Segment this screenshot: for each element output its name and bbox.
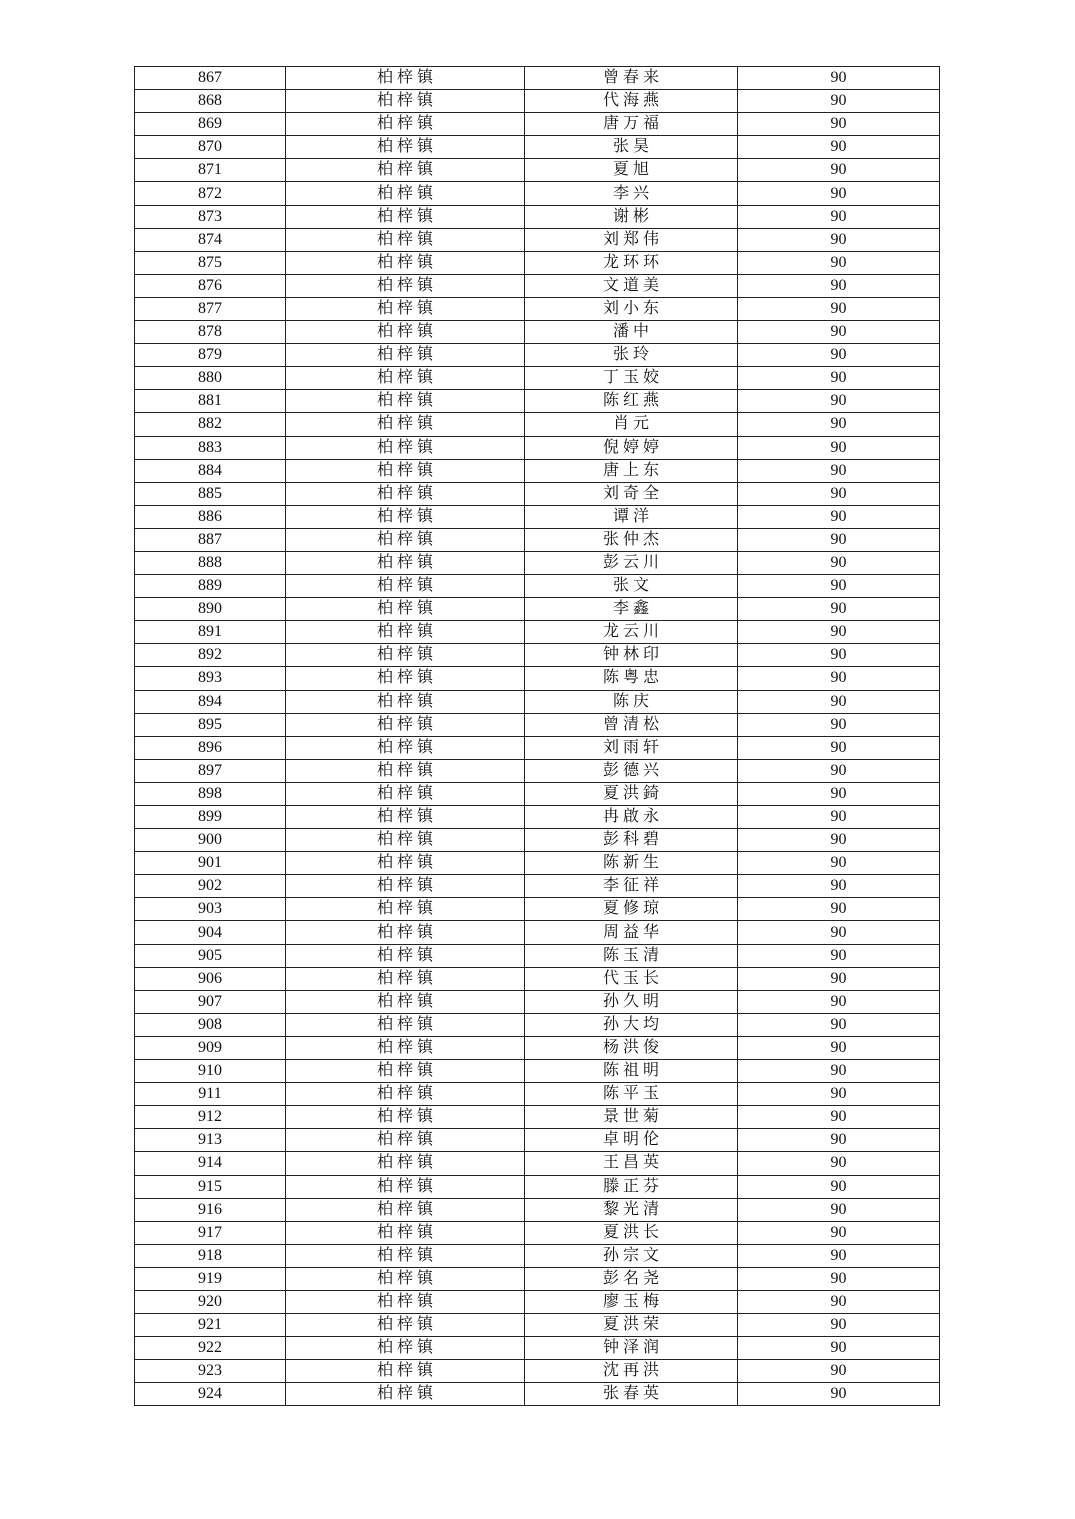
score-cell: 90: [738, 1383, 940, 1406]
table-row: [135, 1290, 940, 1313]
town-cell: 柏梓镇: [286, 274, 525, 297]
score-cell: 90: [738, 829, 940, 852]
name-cell: 龙云川: [525, 621, 738, 644]
name-cell: 杨洪俊: [525, 1036, 738, 1059]
town-cell: 柏梓镇: [286, 921, 525, 944]
name-cell: 李兴: [525, 182, 738, 205]
row-number: 885: [135, 482, 286, 505]
table-row: [135, 436, 940, 459]
town-cell: 柏梓镇: [286, 459, 525, 482]
table-row: [135, 205, 940, 228]
town-cell: 柏梓镇: [286, 413, 525, 436]
table-row: [135, 575, 940, 598]
table-row: [135, 690, 940, 713]
table-row: [135, 1337, 940, 1360]
town-cell: 柏梓镇: [286, 321, 525, 344]
score-cell: 90: [738, 782, 940, 805]
table-row: [135, 1106, 940, 1129]
score-cell: 90: [738, 875, 940, 898]
name-cell: 夏修琼: [525, 898, 738, 921]
score-cell: 90: [738, 1198, 940, 1221]
table-row: [135, 667, 940, 690]
town-cell: 柏梓镇: [286, 297, 525, 320]
score-cell: 90: [738, 967, 940, 990]
town-cell: 柏梓镇: [286, 205, 525, 228]
score-cell: 90: [738, 136, 940, 159]
name-cell: 代海燕: [525, 90, 738, 113]
name-cell: 滕正芬: [525, 1175, 738, 1198]
row-number: 907: [135, 990, 286, 1013]
table-row: [135, 367, 940, 390]
score-cell: 90: [738, 921, 940, 944]
name-cell: 刘小东: [525, 297, 738, 320]
name-cell: 钟林印: [525, 644, 738, 667]
name-cell: 张春英: [525, 1383, 738, 1406]
score-cell: 90: [738, 806, 940, 829]
town-cell: 柏梓镇: [286, 667, 525, 690]
town-cell: 柏梓镇: [286, 482, 525, 505]
score-cell: 90: [738, 621, 940, 644]
table-row: [135, 274, 940, 297]
name-cell: 刘雨轩: [525, 736, 738, 759]
score-cell: 90: [738, 1244, 940, 1267]
town-cell: 柏梓镇: [286, 990, 525, 1013]
row-number: 892: [135, 644, 286, 667]
row-number: 915: [135, 1175, 286, 1198]
table-row: [135, 1221, 940, 1244]
town-cell: 柏梓镇: [286, 159, 525, 182]
row-number: 918: [135, 1244, 286, 1267]
town-cell: 柏梓镇: [286, 829, 525, 852]
row-number: 902: [135, 875, 286, 898]
town-cell: 柏梓镇: [286, 575, 525, 598]
row-number: 919: [135, 1267, 286, 1290]
row-number: 906: [135, 967, 286, 990]
table-row: [135, 1152, 940, 1175]
row-number: 911: [135, 1083, 286, 1106]
table-row: [135, 113, 940, 136]
score-cell: 90: [738, 528, 940, 551]
town-cell: 柏梓镇: [286, 1383, 525, 1406]
row-number: 896: [135, 736, 286, 759]
town-cell: 柏梓镇: [286, 898, 525, 921]
name-cell: 张玲: [525, 344, 738, 367]
name-cell: 周益华: [525, 921, 738, 944]
score-cell: 90: [738, 113, 940, 136]
name-cell: 景世菊: [525, 1106, 738, 1129]
score-cell: 90: [738, 367, 940, 390]
row-number: 899: [135, 806, 286, 829]
town-cell: 柏梓镇: [286, 875, 525, 898]
town-cell: 柏梓镇: [286, 228, 525, 251]
row-number: 889: [135, 575, 286, 598]
row-number: 913: [135, 1129, 286, 1152]
name-cell: 沈再洪: [525, 1360, 738, 1383]
name-cell: 李鑫: [525, 598, 738, 621]
table-row: [135, 528, 940, 551]
name-cell: 倪婷婷: [525, 436, 738, 459]
table-row: [135, 297, 940, 320]
town-cell: 柏梓镇: [286, 344, 525, 367]
row-number: 871: [135, 159, 286, 182]
score-cell: 90: [738, 321, 940, 344]
row-number: 890: [135, 598, 286, 621]
town-cell: 柏梓镇: [286, 1221, 525, 1244]
table-row: [135, 390, 940, 413]
score-cell: 90: [738, 205, 940, 228]
score-cell: 90: [738, 436, 940, 459]
row-number: 881: [135, 390, 286, 413]
row-number: 868: [135, 90, 286, 113]
town-cell: 柏梓镇: [286, 551, 525, 574]
table-row: [135, 482, 940, 505]
name-cell: 冉啟永: [525, 806, 738, 829]
score-cell: 90: [738, 344, 940, 367]
name-cell: 丁玉姣: [525, 367, 738, 390]
table-row: [135, 1129, 940, 1152]
table-row: [135, 806, 940, 829]
town-cell: 柏梓镇: [286, 1314, 525, 1337]
table-row: [135, 182, 940, 205]
table-row: [135, 1383, 940, 1406]
row-number: 900: [135, 829, 286, 852]
name-cell: 刘郑伟: [525, 228, 738, 251]
name-cell: 张昊: [525, 136, 738, 159]
row-number: 876: [135, 274, 286, 297]
town-cell: 柏梓镇: [286, 505, 525, 528]
town-cell: 柏梓镇: [286, 1036, 525, 1059]
table-row: [135, 598, 940, 621]
table-row: [135, 228, 940, 251]
row-number: 870: [135, 136, 286, 159]
town-cell: 柏梓镇: [286, 1337, 525, 1360]
name-cell: 陈红燕: [525, 390, 738, 413]
table-row: [135, 921, 940, 944]
score-cell: 90: [738, 274, 940, 297]
name-cell: 陈庆: [525, 690, 738, 713]
table-row: [135, 67, 940, 90]
name-cell: 廖玉梅: [525, 1290, 738, 1313]
name-cell: 曾清松: [525, 713, 738, 736]
name-cell: 黎光清: [525, 1198, 738, 1221]
table-row: [135, 967, 940, 990]
row-number: 914: [135, 1152, 286, 1175]
row-number: 867: [135, 67, 286, 90]
table-row: [135, 1360, 940, 1383]
table-row: [135, 713, 940, 736]
town-cell: 柏梓镇: [286, 644, 525, 667]
table-row: [135, 1083, 940, 1106]
score-cell: 90: [738, 482, 940, 505]
name-cell: 潘中: [525, 321, 738, 344]
row-number: 883: [135, 436, 286, 459]
score-cell: 90: [738, 413, 940, 436]
table-row: [135, 644, 940, 667]
name-cell: 夏洪长: [525, 1221, 738, 1244]
row-number: 908: [135, 1013, 286, 1036]
row-number: 921: [135, 1314, 286, 1337]
name-cell: 王昌英: [525, 1152, 738, 1175]
row-number: 909: [135, 1036, 286, 1059]
score-cell: 90: [738, 1314, 940, 1337]
row-number: 901: [135, 852, 286, 875]
table-row: [135, 1036, 940, 1059]
name-cell: 代玉长: [525, 967, 738, 990]
score-cell: 90: [738, 67, 940, 90]
row-number: 884: [135, 459, 286, 482]
score-cell: 90: [738, 759, 940, 782]
name-cell: 彭云川: [525, 551, 738, 574]
score-cell: 90: [738, 852, 940, 875]
table-row: [135, 505, 940, 528]
row-number: 910: [135, 1060, 286, 1083]
row-number: 887: [135, 528, 286, 551]
score-cell: 90: [738, 1013, 940, 1036]
name-cell: 刘奇全: [525, 482, 738, 505]
name-cell: 曾春来: [525, 67, 738, 90]
name-cell: 彭名尧: [525, 1267, 738, 1290]
row-number: 917: [135, 1221, 286, 1244]
name-cell: 夏洪荣: [525, 1314, 738, 1337]
table-row: [135, 990, 940, 1013]
row-number: 879: [135, 344, 286, 367]
score-cell: 90: [738, 90, 940, 113]
name-cell: 夏洪錡: [525, 782, 738, 805]
score-cell: 90: [738, 644, 940, 667]
town-cell: 柏梓镇: [286, 1129, 525, 1152]
name-cell: 钟泽润: [525, 1337, 738, 1360]
town-cell: 柏梓镇: [286, 736, 525, 759]
score-cell: 90: [738, 505, 940, 528]
town-cell: 柏梓镇: [286, 1198, 525, 1221]
town-cell: 柏梓镇: [286, 182, 525, 205]
table-row: [135, 782, 940, 805]
town-cell: 柏梓镇: [286, 806, 525, 829]
score-cell: 90: [738, 1175, 940, 1198]
town-cell: 柏梓镇: [286, 1152, 525, 1175]
town-cell: 柏梓镇: [286, 1106, 525, 1129]
town-cell: 柏梓镇: [286, 1083, 525, 1106]
roster-table-body: [135, 67, 940, 1406]
row-number: 897: [135, 759, 286, 782]
score-cell: 90: [738, 898, 940, 921]
score-cell: 90: [738, 251, 940, 274]
row-number: 898: [135, 782, 286, 805]
score-cell: 90: [738, 690, 940, 713]
row-number: 895: [135, 713, 286, 736]
row-number: 904: [135, 921, 286, 944]
table-row: [135, 1244, 940, 1267]
table-row: [135, 321, 940, 344]
town-cell: 柏梓镇: [286, 90, 525, 113]
name-cell: 彭科碧: [525, 829, 738, 852]
town-cell: 柏梓镇: [286, 528, 525, 551]
town-cell: 柏梓镇: [286, 759, 525, 782]
town-cell: 柏梓镇: [286, 621, 525, 644]
row-number: 922: [135, 1337, 286, 1360]
row-number: 905: [135, 944, 286, 967]
table-row: [135, 551, 940, 574]
row-number: 888: [135, 551, 286, 574]
row-number: 923: [135, 1360, 286, 1383]
name-cell: 孙久明: [525, 990, 738, 1013]
row-number: 878: [135, 321, 286, 344]
score-cell: 90: [738, 944, 940, 967]
town-cell: 柏梓镇: [286, 136, 525, 159]
town-cell: 柏梓镇: [286, 713, 525, 736]
table-row: [135, 344, 940, 367]
row-number: 873: [135, 205, 286, 228]
score-cell: 90: [738, 551, 940, 574]
name-cell: 张仲杰: [525, 528, 738, 551]
row-number: 891: [135, 621, 286, 644]
table-row: [135, 852, 940, 875]
table-row: [135, 251, 940, 274]
score-cell: 90: [738, 667, 940, 690]
name-cell: 谭洋: [525, 505, 738, 528]
town-cell: 柏梓镇: [286, 1175, 525, 1198]
score-cell: 90: [738, 736, 940, 759]
row-number: 872: [135, 182, 286, 205]
town-cell: 柏梓镇: [286, 67, 525, 90]
town-cell: 柏梓镇: [286, 1013, 525, 1036]
score-cell: 90: [738, 1221, 940, 1244]
name-cell: 夏旭: [525, 159, 738, 182]
table-row: [135, 1060, 940, 1083]
town-cell: 柏梓镇: [286, 436, 525, 459]
name-cell: 孙大均: [525, 1013, 738, 1036]
row-number: 924: [135, 1383, 286, 1406]
name-cell: 唐上东: [525, 459, 738, 482]
town-cell: 柏梓镇: [286, 251, 525, 274]
table-row: [135, 1175, 940, 1198]
score-cell: 90: [738, 1106, 940, 1129]
table-row: [135, 90, 940, 113]
table-row: [135, 1013, 940, 1036]
score-cell: 90: [738, 990, 940, 1013]
score-cell: 90: [738, 598, 940, 621]
table-row: [135, 459, 940, 482]
name-cell: 陈新生: [525, 852, 738, 875]
town-cell: 柏梓镇: [286, 598, 525, 621]
name-cell: 李征祥: [525, 875, 738, 898]
row-number: 903: [135, 898, 286, 921]
row-number: 877: [135, 297, 286, 320]
town-cell: 柏梓镇: [286, 944, 525, 967]
score-cell: 90: [738, 575, 940, 598]
name-cell: 陈玉清: [525, 944, 738, 967]
town-cell: 柏梓镇: [286, 113, 525, 136]
name-cell: 肖元: [525, 413, 738, 436]
score-cell: 90: [738, 459, 940, 482]
row-number: 894: [135, 690, 286, 713]
town-cell: 柏梓镇: [286, 1060, 525, 1083]
table-row: [135, 1267, 940, 1290]
town-cell: 柏梓镇: [286, 852, 525, 875]
table-row: [135, 875, 940, 898]
table-row: [135, 759, 940, 782]
table-row: [135, 621, 940, 644]
name-cell: 孙宗文: [525, 1244, 738, 1267]
town-cell: 柏梓镇: [286, 967, 525, 990]
score-cell: 90: [738, 1083, 940, 1106]
table-row: [135, 736, 940, 759]
roster-table: [134, 66, 940, 1406]
row-number: 882: [135, 413, 286, 436]
table-row: [135, 944, 940, 967]
table-row: [135, 413, 940, 436]
score-cell: 90: [738, 297, 940, 320]
table-row: [135, 1198, 940, 1221]
name-cell: 谢彬: [525, 205, 738, 228]
name-cell: 张文: [525, 575, 738, 598]
score-cell: 90: [738, 390, 940, 413]
town-cell: 柏梓镇: [286, 690, 525, 713]
town-cell: 柏梓镇: [286, 367, 525, 390]
table-row: [135, 898, 940, 921]
row-number: 916: [135, 1198, 286, 1221]
town-cell: 柏梓镇: [286, 1360, 525, 1383]
name-cell: 陈祖明: [525, 1060, 738, 1083]
name-cell: 陈平玉: [525, 1083, 738, 1106]
row-number: 869: [135, 113, 286, 136]
town-cell: 柏梓镇: [286, 782, 525, 805]
town-cell: 柏梓镇: [286, 1290, 525, 1313]
score-cell: 90: [738, 1267, 940, 1290]
name-cell: 陈粤忠: [525, 667, 738, 690]
score-cell: 90: [738, 1036, 940, 1059]
table-row: [135, 159, 940, 182]
score-cell: 90: [738, 1360, 940, 1383]
score-cell: 90: [738, 1060, 940, 1083]
row-number: 874: [135, 228, 286, 251]
row-number: 880: [135, 367, 286, 390]
table-row: [135, 1314, 940, 1337]
score-cell: 90: [738, 182, 940, 205]
row-number: 886: [135, 505, 286, 528]
name-cell: 文道美: [525, 274, 738, 297]
name-cell: 龙环环: [525, 251, 738, 274]
town-cell: 柏梓镇: [286, 390, 525, 413]
row-number: 912: [135, 1106, 286, 1129]
score-cell: 90: [738, 1152, 940, 1175]
row-number: 920: [135, 1290, 286, 1313]
table-row: [135, 136, 940, 159]
town-cell: 柏梓镇: [286, 1244, 525, 1267]
score-cell: 90: [738, 1290, 940, 1313]
score-cell: 90: [738, 1129, 940, 1152]
row-number: 893: [135, 667, 286, 690]
score-cell: 90: [738, 713, 940, 736]
score-cell: 90: [738, 1337, 940, 1360]
name-cell: 唐万福: [525, 113, 738, 136]
score-cell: 90: [738, 159, 940, 182]
town-cell: 柏梓镇: [286, 1267, 525, 1290]
table-row: [135, 829, 940, 852]
score-cell: 90: [738, 228, 940, 251]
name-cell: 卓明伦: [525, 1129, 738, 1152]
row-number: 875: [135, 251, 286, 274]
name-cell: 彭德兴: [525, 759, 738, 782]
